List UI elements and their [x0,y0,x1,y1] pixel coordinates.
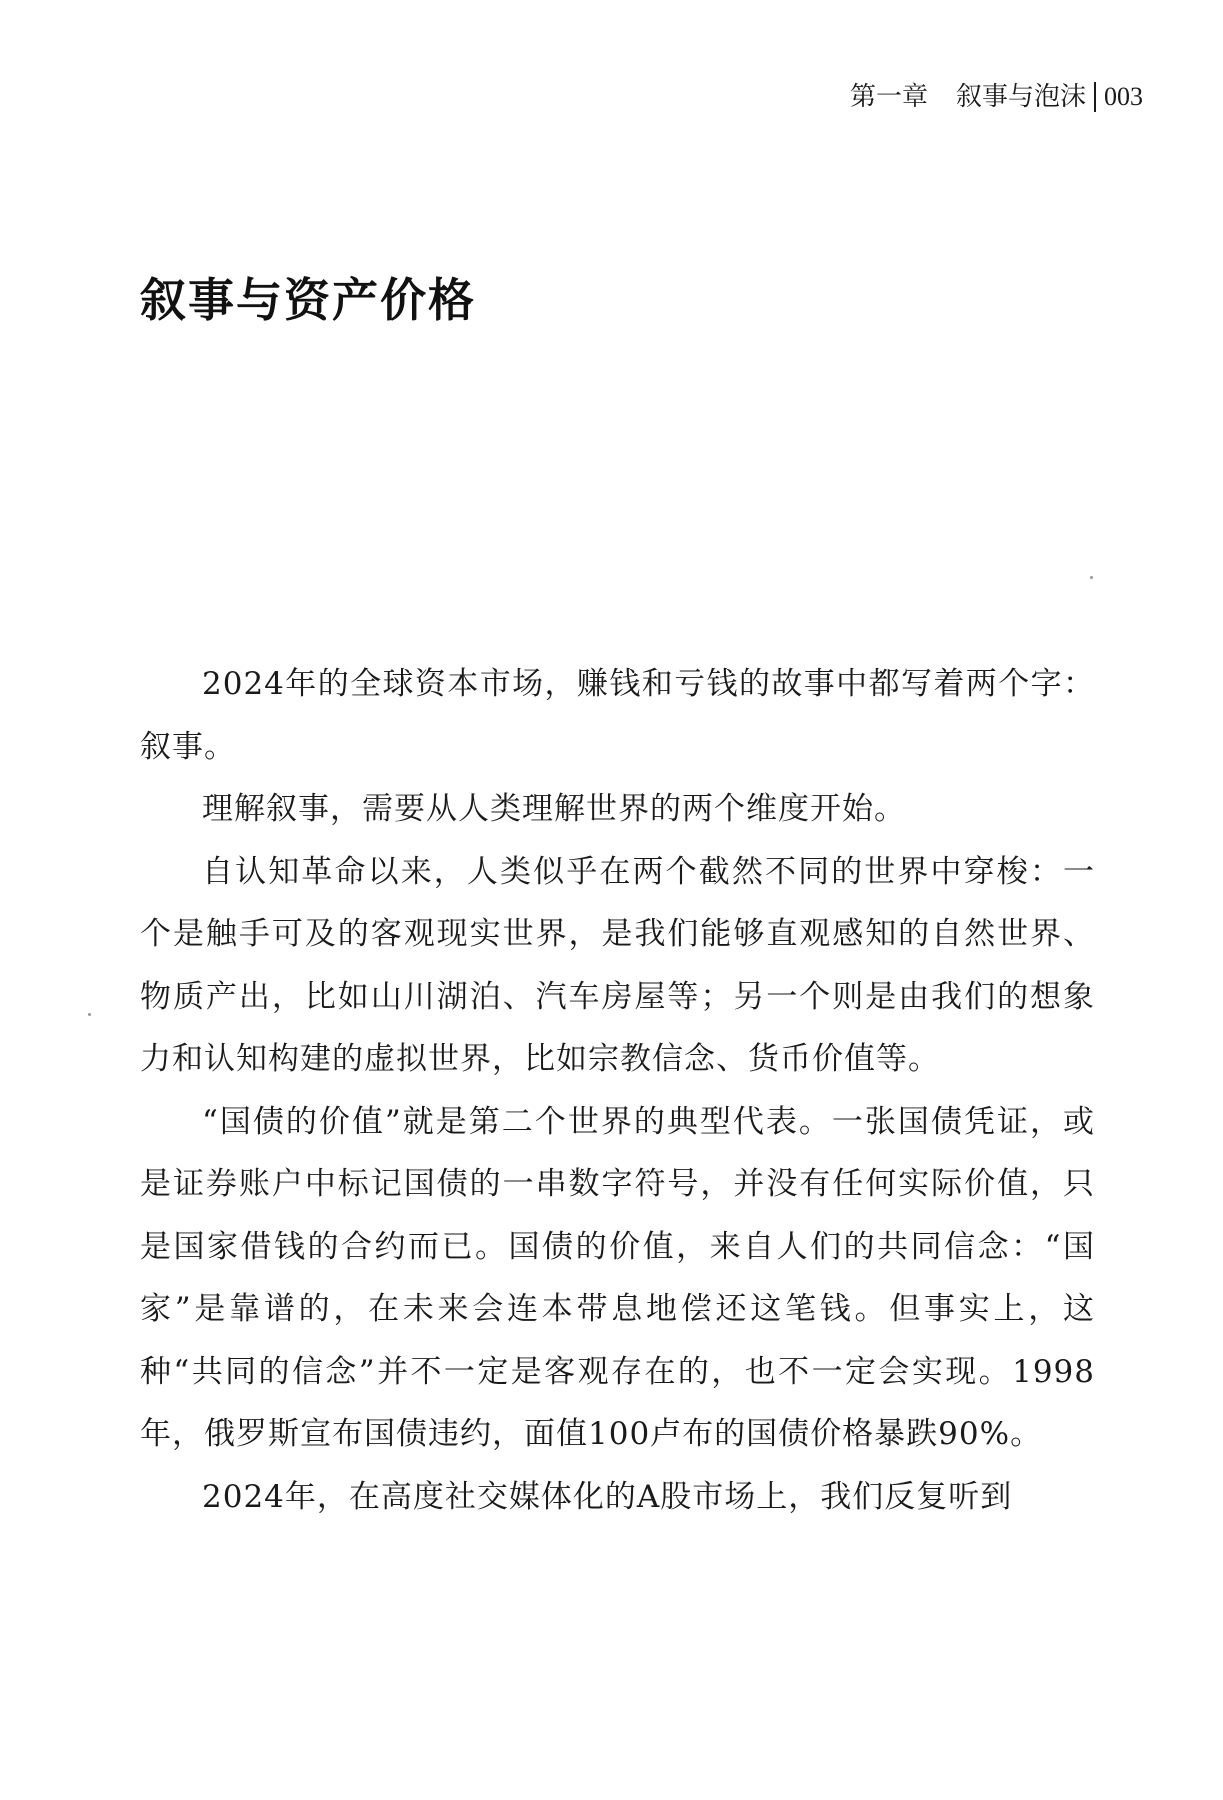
paragraph: 理解叙事，需要从人类理解世界的两个维度开始。 [202,791,906,827]
header-divider [1094,82,1096,112]
paragraph: 2024年的全球资本市场，赚钱和亏钱的故事中都写着两个字：叙事。 [140,666,1095,765]
running-header [850,80,1143,114]
chapter-label: 第一章 [849,82,928,112]
scan-speck [1090,576,1093,579]
paragraph: 自认知革命以来，人类似乎在两个截然不同的世界中穿梭：一个是触手可及的客观现实世界，是我们能够直观感知的自然世界、物质产出，比如山川湖泊、汽车房屋等；另一个则是由我们的想象力和认知构建的虚拟世界，比如宗教信念、货币价值等。 [140,853,1095,1077]
paragraph: 2024年，在高度社交媒体化的A股市场上，我们反复听到 [202,1478,1013,1515]
scan-speck [88,1013,91,1016]
body-text [140,653,1095,1528]
page-number: 003 [1104,82,1143,111]
chapter-title: 叙事与泡沫 [955,82,1086,112]
section-title: 叙事与资产价格 [140,273,476,327]
paragraph: “国债的价值”就是第二个世界的典型代表。一张国债凭证，或是证券账户中标记国债的一串数字符号，并没有任何实际价值，只是国家借钱的合约而已。国债的价值，来自人们的共同信念：“国家”是靠谱的，在未来会连本带息地偿还这笔钱。但事实上，这种“共同的信念”并不一定是客观存在的，也不一定会实现。1998年，俄罗斯宣布国债违约，面值100卢布的国债价格暴跌90%。 [140,1103,1095,1452]
